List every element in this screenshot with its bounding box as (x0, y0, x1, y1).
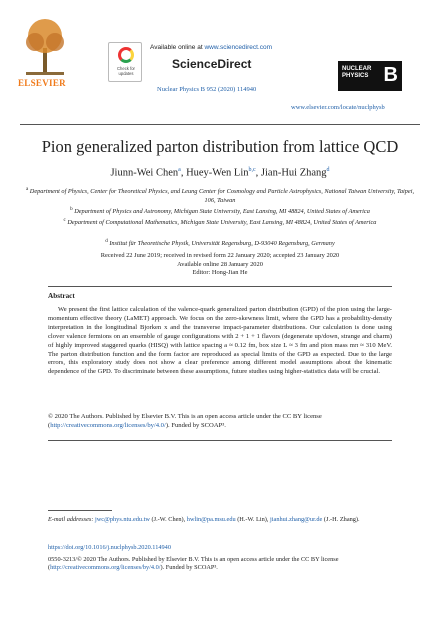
affiliation-marker: b (70, 207, 73, 212)
affiliation-marker: a (25, 187, 29, 192)
affiliation-text: Department of Computational Mathematics, Michigan State University, East Lansing, MI 48824, United States of America (67, 219, 377, 227)
email-owner: (J.-H. Zhang). (322, 516, 360, 523)
sciencedirect-wordmark: ScienceDirect (172, 57, 252, 71)
abstract-heading: Abstract (48, 292, 75, 300)
check-badge-label: Check for updates (117, 66, 135, 76)
affiliation-text: Institut für Theoretische Physik, Universität Regensburg, D-93040 Regensburg, Germany (109, 240, 335, 248)
footnote-rule (48, 510, 112, 511)
received-dates: Received 22 June 2019; received in revised form 22 January 2020; accepted 23 January 2020 (100, 252, 340, 259)
email-owner: (J.-W. Chen), (149, 516, 187, 523)
journal-logo-line2: PHYSICS (342, 73, 369, 79)
email-link[interactable]: hwlin@pa.msu.edu (186, 516, 236, 523)
journal-logo-letter: B (383, 64, 398, 86)
affiliation-text: Department of Physics, Center for Theoretical Physics, and Leung Center for Cosmology and Particle Astrophysics, National Taiwan University, Taipei, 106, Taiwan (29, 188, 415, 204)
abstract-copyright (48, 413, 392, 431)
affiliation (20, 217, 420, 228)
article-history (0, 252, 440, 278)
affiliation-marker: c (63, 218, 66, 223)
journal-header (12, 6, 428, 118)
email-footnote (48, 516, 392, 524)
journal-logo-line1: NUCLEAR (342, 66, 372, 72)
available-online-line (150, 44, 272, 51)
email-label: E-mail addresses: (48, 516, 94, 523)
publisher-name: ELSEVIER (18, 78, 66, 88)
cc-license-link[interactable]: http://creativecommons.org/licenses/by/4.0/ (50, 421, 166, 429)
affiliation (20, 238, 420, 249)
license-close: ). Funded by SCOAP³. (160, 564, 218, 572)
available-prefix: Available online at (150, 44, 205, 51)
author-affiliation-marker[interactable]: a (178, 167, 181, 173)
license-open-paren: ( (48, 564, 51, 572)
email-link[interactable]: jianhui.zhang@ur.de (270, 516, 323, 523)
journal-reference[interactable]: Nuclear Physics B 952 (2020) 114940 (157, 86, 257, 93)
author-affiliation-marker[interactable]: b,c (248, 167, 256, 173)
author-list: Jiunn-Wei Chen$^a$, Huey-Wen Lin$^{b,c}$, Jian-Hui Zhang$^d$ (110, 167, 330, 179)
editor-line: Editor: Hong-Jian He (192, 269, 248, 277)
affiliation (20, 186, 420, 205)
copyright-suffix: ). Funded by SCOAP³. (165, 421, 226, 429)
issn-license-line (48, 556, 392, 573)
author-name[interactable]: Huey-Wen Lin (186, 167, 249, 179)
nuclear-physics-b-logo (338, 61, 402, 91)
available-online-date: Available online 28 January 2020 (177, 260, 263, 268)
sciencedirect-link[interactable]: www.sciencedirect.com (204, 44, 273, 51)
abstract-top-rule (48, 286, 392, 287)
header-divider (20, 124, 420, 125)
affiliation-marker: d (105, 239, 108, 244)
copyright-prefix: © 2020 The Authors. Published by Elsevier B.V. This is an open access article under the CC BY license ( (48, 413, 322, 429)
email-link[interactable]: jwc@phys.ntu.edu.tw (95, 516, 150, 523)
issn-text: 0550-3213/© 2020 The Authors. Published by Elsevier B.V. This is an open access article under the CC BY license (48, 556, 339, 563)
check-for-updates-badge[interactable] (108, 42, 142, 82)
affiliation-text: Department of Physics and Astronomy, Michigan State University, East Lansing, MI 48824, United States of America (74, 208, 370, 216)
doi-link[interactable]: https://doi.org/10.1016/j.nuclphysb.2020.114940 (48, 544, 171, 551)
email-owner: (H.-W. Lin), (235, 516, 271, 523)
abstract-bottom-rule (48, 440, 392, 441)
affiliation (20, 206, 420, 217)
elsevier-tree-logo (20, 14, 70, 82)
crossmark-icon (118, 47, 134, 63)
footer-license-link[interactable]: http://creativecommons.org/licenses/by/4.0/ (50, 564, 161, 572)
doi-line (48, 544, 392, 552)
author-name[interactable]: Jiunn-Wei Chen (110, 167, 179, 179)
article-title: Pion generalized parton distribution from lattice QCD (41, 137, 399, 156)
author-name[interactable]: Jian-Hui Zhang (260, 167, 327, 179)
author-affiliation-marker[interactable]: d (326, 167, 330, 173)
journal-homepage-link[interactable]: www.elsevier.com/locate/nuclphysb (291, 104, 385, 111)
abstract-text: We present the first lattice calculation of the valence-quark generalized parton distribution (GPD) of the pion using the large-momentum effective theory (LaMET) approach. We focus on the zero-skewness limit, where the GPD has a probability-density interpretation in the longitudinal Bjorken x and the transverse impact-parameter distributions. Our calculation is done using clover valence fermions on an ensemble of gauge configurations with 2 + 1 + 1 flavors (degenerate up/down, strange and charm) of highly improved staggered quarks (HISQ) with lattice spacing a ≈ 0.12 fm, box size L ≈ 3 fm and pion mass mπ ≈ 310 MeV. The parton distribution function and the form factor are reproduced as special limits of the GPD as expected. Due to the large errors, this exploratory study does not show a clear preference among different model assumptions about the kinematic dependence of the GPD. To discriminate between these assumptions, future studies using higher-statistics data will be crucial. (48, 306, 392, 376)
